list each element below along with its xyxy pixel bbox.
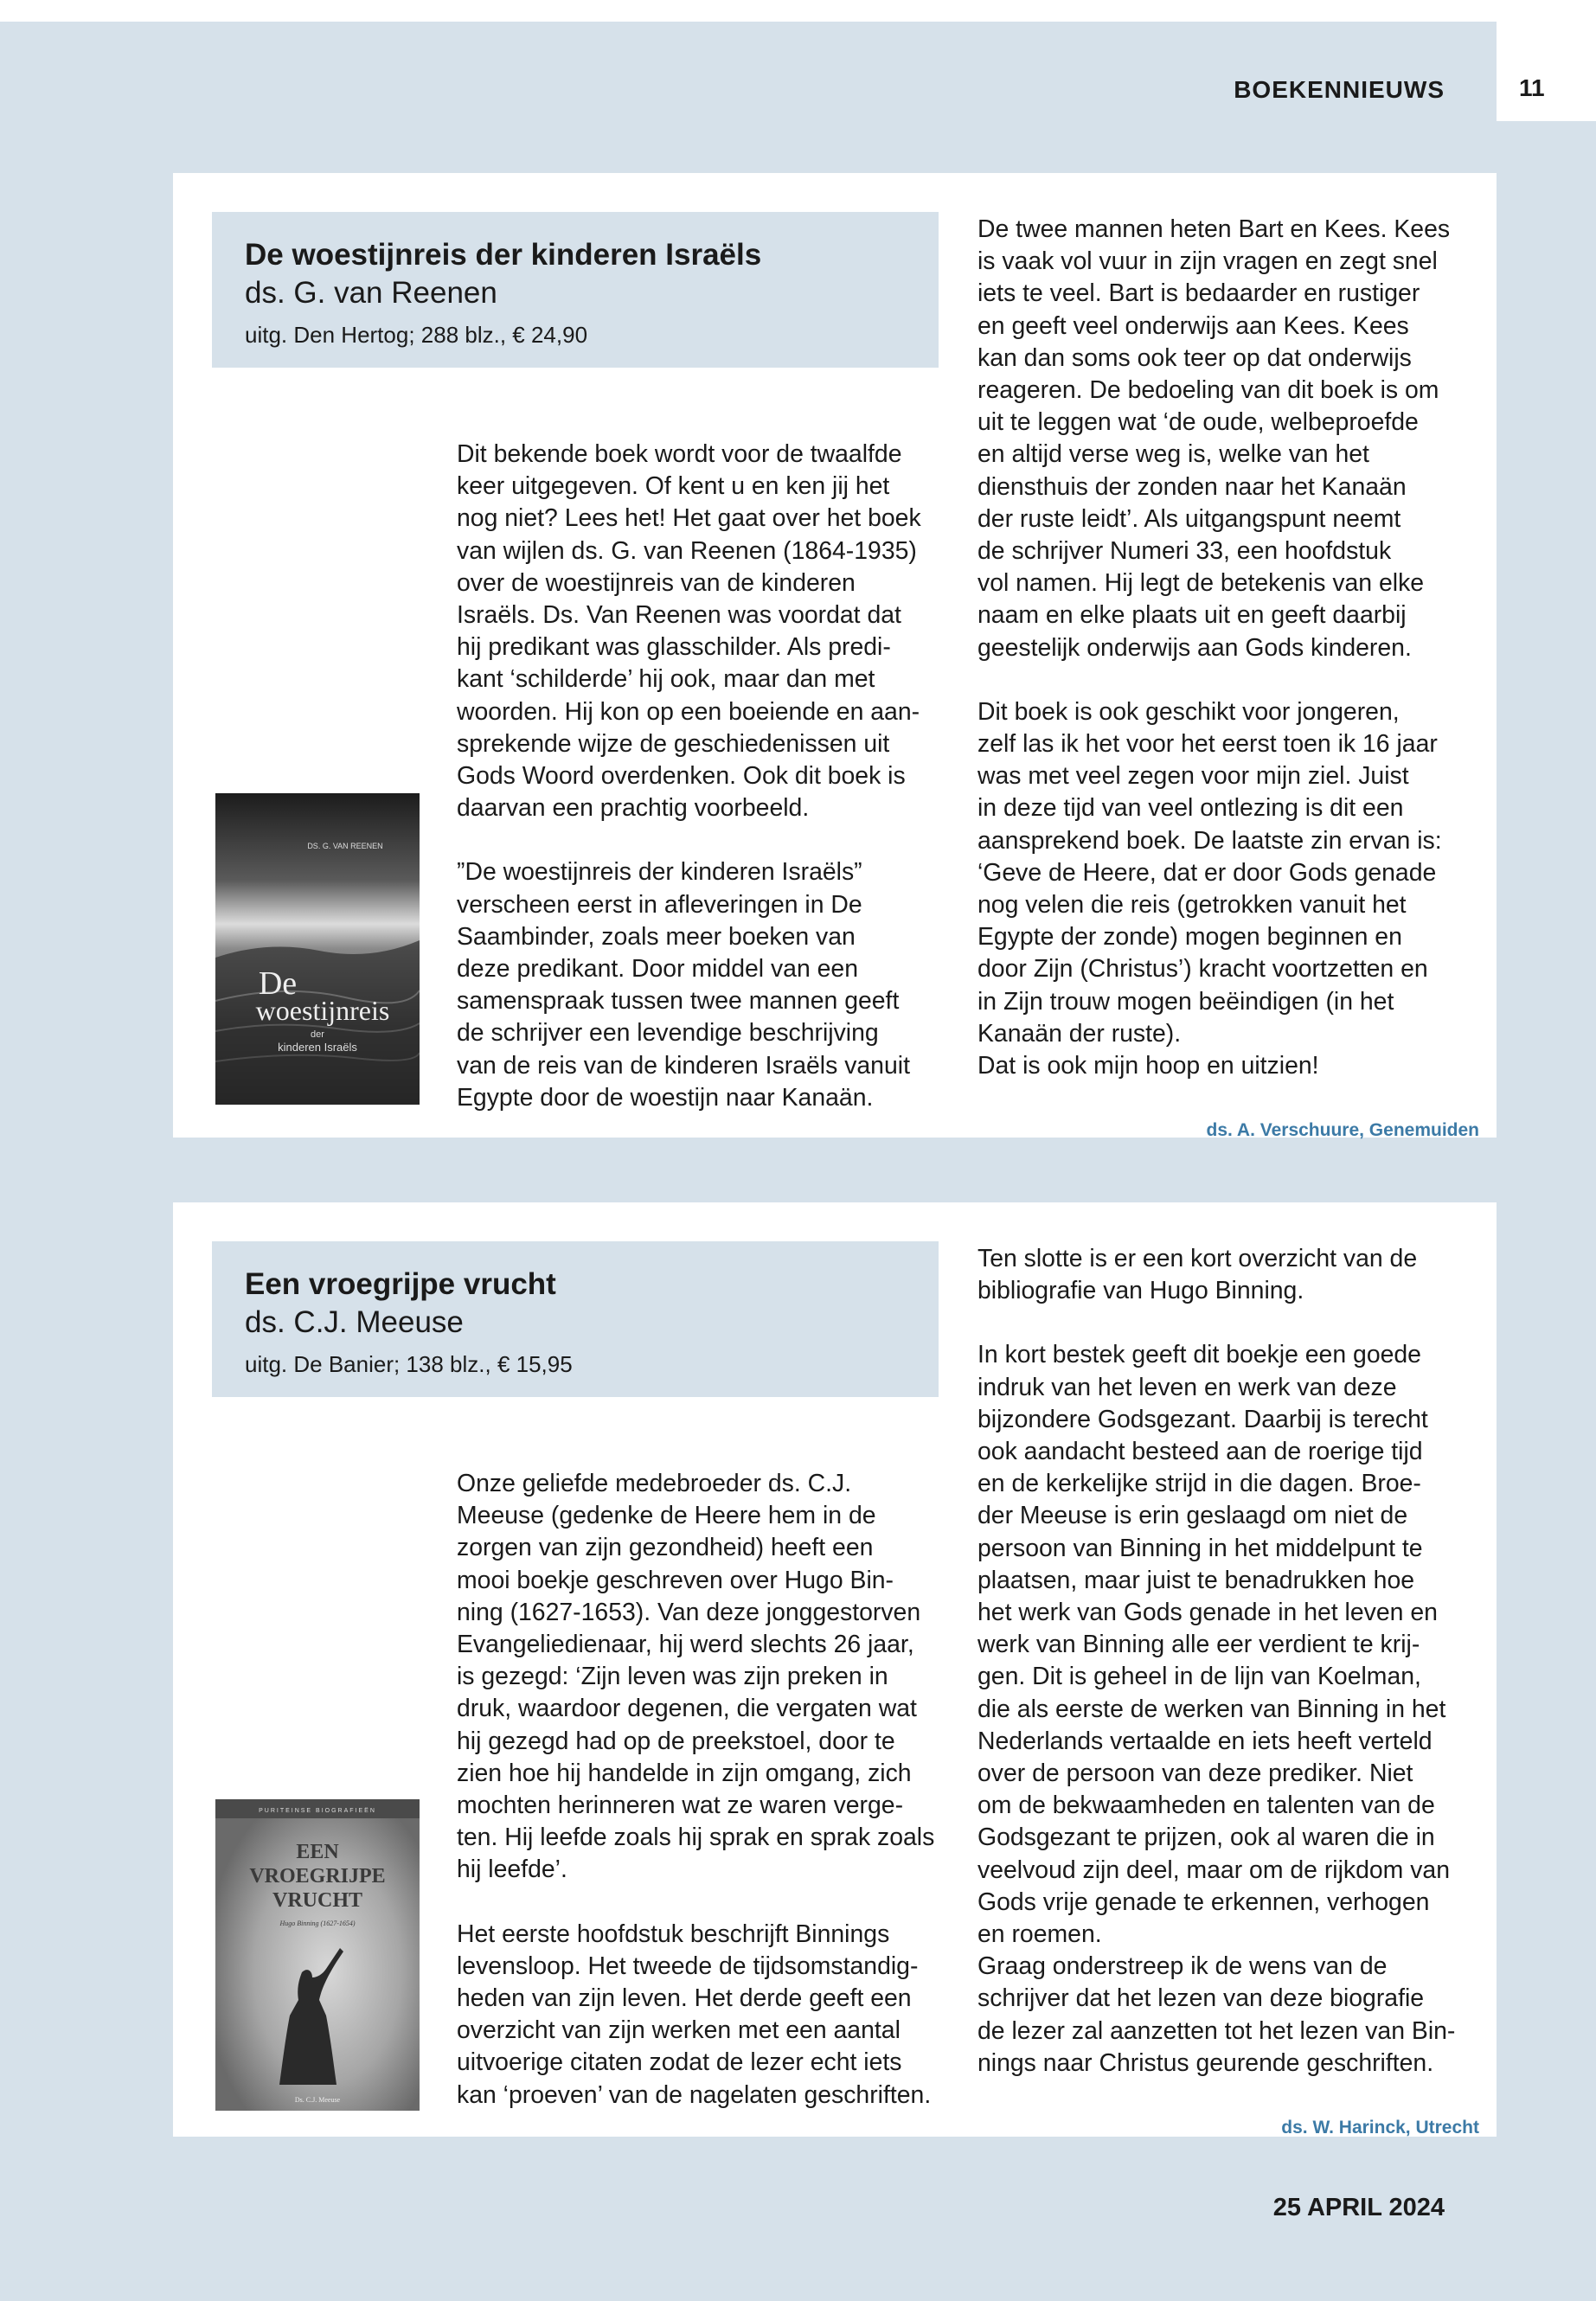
- cover-title-line-2: woestijnreis: [255, 995, 390, 1026]
- paragraph: ”De woestijnreis der kinderen Israëls” verscheen eerst in afleveringen in De Saambinder, zoals meer boeken van deze predikant. Door middel van een samenspraak tussen twee mannen geeft de schrijver een levendige beschrijving van de reis van de kinderen Israëls vanuit Egypte door de woestijn naar Kanaän.: [457, 858, 910, 1112]
- book-cover-image: [215, 1799, 420, 2111]
- section-label: BOEKENNIEUWS: [1234, 76, 1445, 103]
- book-publication-info: uitg. Den Hertog; 288 blz., € 24,90: [245, 322, 588, 348]
- book-cover-image: [215, 793, 420, 1105]
- review-title-box: [212, 1241, 939, 1397]
- cover-title-line-3: VRUCHT: [272, 1889, 363, 1912]
- cover-subtitle: Hugo Binning (1627-1654): [279, 1920, 356, 1927]
- cover-title-line-1: EEN: [296, 1841, 339, 1863]
- paragraph: Ten slotte is er een kort overzicht van de bibliografie van Hugo Binning.: [977, 1245, 1418, 1305]
- review-text-right-column: [977, 214, 1479, 1146]
- review-text-middle-column: [457, 439, 941, 1114]
- cover-author-text: DS. G. VAN REENEN: [307, 842, 383, 850]
- page-top-strip: [0, 0, 1596, 22]
- review-card-1: [173, 173, 1497, 1141]
- review-title-box: [212, 212, 939, 368]
- review-text-middle-column: [457, 1468, 941, 2112]
- page-number: 11: [1519, 74, 1545, 101]
- book-author: ds. C.J. Meeuse: [245, 1305, 464, 1339]
- cover-subtitle-line-2: kinderen Israëls: [278, 1041, 357, 1054]
- reviewer-signature: ds. W. Harinck, Utrecht: [1281, 2118, 1479, 2138]
- cover-title-line-1: De: [258, 965, 298, 1002]
- book-title: De woestijnreis der kinderen Israëls: [245, 238, 762, 272]
- paragraph: De twee mannen heten Bart en Kees. Kees is vaak vol vuur in zijn vragen en zegt snel iets te veel. Bart is bedaarder en rustiger en geeft veel onderwijs aan Kees. Kees kan dan soms ook teer op dat onderwijs reageren. De bedoeling van dit boek is om uit te leggen wat ‘de oude, welbeproefde en altijd verse weg is, welke van het diensthuis der zonden naar het Kanaän der ruste leidt’. Als uitgangspunt neemt de schrijver Numeri 33, een hoofdstuk vol namen. Hij legt de betekenis van elke naam en elke plaats uit en geeft daarbij geestelijk onderwijs aan Gods kinderen.: [977, 215, 1451, 662]
- paragraph: Dit bekende boek wordt voor de twaalfde keer uitgegeven. Of kent u en ken jij het nog niet? Lees het! Het gaat over het boek van wijlen ds. G. van Reenen (1864-1935) over de woestijnreis van de kinderen Israëls. Ds. Van Reenen was voordat dat hij predikant was glasschilder. Als predi- kant ‘schilderde’ hij ook, maar dan met woorden. Hij kon op een boeiende en aan- sprekende wijze de geschiedenissen uit Gods Woord overdenken. Ook dit boek is daarvan een prachtig voorbeeld.: [457, 440, 921, 823]
- cover-series-text: PURITEINSE BIOGRAFIEËN: [259, 1808, 376, 1814]
- book-publication-info: uitg. De Banier; 138 blz., € 15,95: [245, 1351, 573, 1377]
- cover-author-text: Ds. C.J. Meeuse: [294, 2096, 341, 2104]
- paragraph: Onze geliefde medebroeder ds. C.J. Meeuse (gedenke de Heere hem in de zorgen van zijn gezondheid) heeft een mooi boekje geschreven over Hugo Bin- ning (1627-1653). Van deze jonggestorven Evangeliedienaar, hij werd slechts 26 jaar, is gezegd: ‘Zijn leven was zijn preken in druk, waardoor degenen, die vergaten wat hij gezegd had op de preekstoel, door te zien hoe hij handelde in zijn omgang, zich mochten herinneren wat ze waren verge- ten. Hij leefde zoals hij sprak en sprak zoals hij leefde’.: [457, 1470, 935, 1884]
- review-card-2: [173, 1202, 1497, 2137]
- reviewer-signature: ds. A. Verschuure, Genemuiden: [1206, 1120, 1479, 1141]
- book-title: Een vroegrijpe vrucht: [245, 1267, 556, 1301]
- paragraph: Het eerste hoofdstuk beschrijft Binnings levensloop. Het tweede de tijdsomstandig- heden van zijn leven. Het derde geeft een overzicht van zijn werken met een aantal uitvoerige citaten zodat de lezer echt iets kan ‘proeven’ van de nagelaten geschriften.: [457, 1920, 932, 2109]
- cover-subtitle-line-1: der: [311, 1029, 324, 1040]
- issue-date: 25 APRIL 2024: [1272, 2194, 1445, 2221]
- cover-title-line-2: VROEGRIJPE: [249, 1865, 386, 1888]
- review-text-right-column: [977, 1243, 1479, 2144]
- book-author: ds. G. van Reenen: [245, 276, 497, 310]
- page-number-tab: [1497, 0, 1596, 121]
- paragraph: In kort bestek geeft dit boekje een goede indruk van het leven en werk van deze bijzondere Godsgezant. Daarbij is terecht ook aandacht besteed aan de roerige tijd en de kerkelijke strijd in die dagen. Broe- der Meeuse is erin geslaagd om niet de persoon van Binning in het middelpunt te plaatsen, maar juist te benadrukken hoe het werk van Gods genade in het leven en werk van Binning alle eer verdient te krij- gen. Dit is geheel in de lijn van Koelman, die als eerste de werken van Binning in het Nederlands vertaalde en iets heeft verteld over de persoon van deze prediker. Niet om de bekwaamheden en talenten van de Godsgezant te prijzen, ook al waren die in veelvoud zijn deel, maar om de rijkdom van Gods vrije genade te erkennen, verhogen en roemen. Graag onderstreep ik de wens van de schrijver dat het lezen van deze biografie de lezer zal aanzetten tot het lezen van Bin- nings naar Christus geurende geschriften.: [977, 1341, 1456, 2077]
- paragraph: Dit boek is ook geschikt voor jongeren, zelf las ik het voor het eerst toen ik 16 jaar was met veel zegen voor mijn ziel. Juist in deze tijd van veel ontlezing is dit een aansprekend boek. De laatste zin ervan is: ‘Geve de Heere, dat er door Gods genade nog velen die reis (getrokken vanuit het Egypte der zonde) mogen beginnen en door Zijn (Christus’) kracht voortzetten en in Zijn trouw mogen beëindigen (in het Kanaän der ruste). Dat is ook mijn hoop en uitzien!: [977, 697, 1442, 1080]
